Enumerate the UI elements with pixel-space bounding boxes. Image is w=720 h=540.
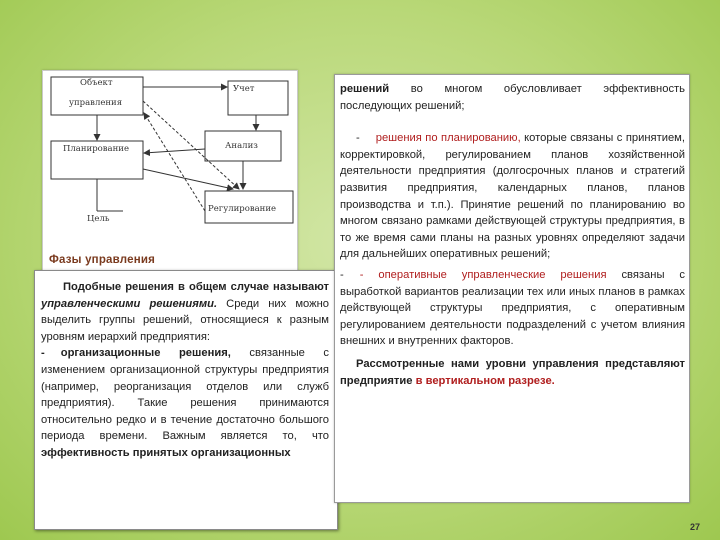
label-uchet: Учет	[233, 84, 255, 94]
right-p3-dash: -	[340, 268, 344, 281]
right-p1-bold: решений	[340, 83, 390, 95]
diagram-caption: Фазы управления	[49, 254, 156, 266]
right-p4-red: в вертикальном разрезе.	[415, 374, 555, 387]
right-paragraph-4	[340, 356, 685, 389]
left-p2-dash: -	[41, 347, 45, 360]
left-text-panel	[34, 270, 338, 530]
right-p3-rest: связаны с выработкой вариантов реализации тех или иных планов в рамках действующей структуры предприятия, с оперативным регулированием деятельности подразделений с учетом влияния внешних и внутренних факторов.	[340, 268, 686, 348]
left-p2-b: связанные с изменением организационной структуры предприятия (например, реорганизация отделов или служб предприятия). Такие решения принимаются относительно редко и в течение достаточно большого периода времени. Важным является то, что	[41, 347, 329, 443]
right-paragraph-3	[340, 267, 685, 350]
right-p2-red: решения по планированию,	[375, 132, 521, 145]
right-p2-rest: которые связаны с принятием, корректировкой, регулированием планов хозяйственной деятельности предприятия (долгосрочных планов и стратегий развития предприятия, календарных планов, планов производства и т.п.). Принятие решений по планированию во многом связано рамками действующей структуры предприятия, в то же время сами планы на разных уровнях определяют задачи для дальнейших оперативных решений;	[340, 132, 685, 261]
label-goal: Цель	[87, 214, 110, 224]
label-planning: Планирование	[63, 144, 129, 154]
right-p1-rest: во многом обусловливает эффективность последующих решений;	[340, 83, 685, 112]
page-number: 27	[690, 522, 701, 532]
right-text	[340, 81, 685, 389]
label-regulation: Регулирование	[208, 204, 277, 214]
label-analiz: Анализ	[225, 141, 258, 151]
right-paragraph-1	[340, 81, 685, 114]
right-p4-bold: Рассмотренные нами уровни управления представляют предприятие	[340, 357, 685, 387]
left-text	[41, 279, 329, 462]
left-paragraph-2	[41, 345, 329, 461]
left-p1-b: Среди них можно выделить группы решений, относящиеся к разным уровням иерархий предприятия:	[41, 297, 329, 343]
right-paragraph-2	[340, 130, 685, 263]
left-paragraph-1	[41, 279, 329, 345]
left-p2-em: организационные решения,	[60, 347, 231, 360]
left-p1-em: управленческими решениями.	[41, 297, 218, 310]
right-p3-red: - оперативные управленческие решения	[359, 268, 607, 281]
left-p2-bold: эффективность принятых организационных	[41, 446, 291, 459]
label-object-1: Объект	[80, 78, 113, 88]
right-p2-dash: -	[356, 132, 360, 145]
left-p1-a: Подобные решения в общем случае называют	[63, 281, 329, 293]
right-text-panel	[334, 74, 690, 503]
label-object-2: управления	[69, 98, 123, 108]
